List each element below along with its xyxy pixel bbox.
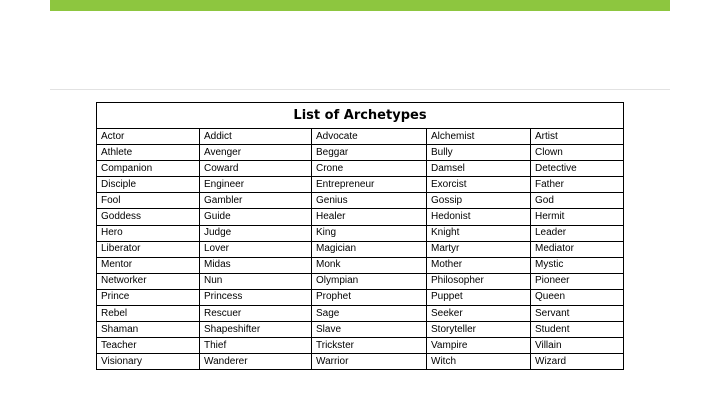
table-cell: Witch: [427, 354, 531, 370]
table-row: [97, 129, 624, 145]
table-cell: God: [531, 193, 624, 209]
table-cell: Crone: [312, 161, 427, 177]
table-row: [97, 289, 624, 305]
table-cell: Olympian: [312, 273, 427, 289]
table-cell: Beggar: [312, 145, 427, 161]
table-row: [97, 322, 624, 338]
table-cell: Avenger: [200, 145, 312, 161]
table-row: [97, 257, 624, 273]
table-cell: Clown: [531, 145, 624, 161]
table-row: [97, 306, 624, 322]
table-cell: Shapeshifter: [200, 322, 312, 338]
table-cell: Teacher: [97, 338, 200, 354]
table-cell: Mediator: [531, 241, 624, 257]
table-cell: Martyr: [427, 241, 531, 257]
table-cell: Gambler: [200, 193, 312, 209]
table-cell: Disciple: [97, 177, 200, 193]
table-cell: Guide: [200, 209, 312, 225]
table-cell: Leader: [531, 225, 624, 241]
table-cell: Pioneer: [531, 273, 624, 289]
archetypes-table-container: [96, 102, 623, 370]
table-row: [97, 161, 624, 177]
table-cell: Mentor: [97, 257, 200, 273]
table-cell: Slave: [312, 322, 427, 338]
table-cell: Rebel: [97, 306, 200, 322]
table-cell: Hero: [97, 225, 200, 241]
table-cell: Rescuer: [200, 306, 312, 322]
table-cell: Liberator: [97, 241, 200, 257]
table-cell: Companion: [97, 161, 200, 177]
table-cell: Visionary: [97, 354, 200, 370]
table-cell: Shaman: [97, 322, 200, 338]
table-cell: Damsel: [427, 161, 531, 177]
table-cell: Gossip: [427, 193, 531, 209]
table-cell: Prince: [97, 289, 200, 305]
table-cell: Queen: [531, 289, 624, 305]
table-cell: Mother: [427, 257, 531, 273]
table-cell: Princess: [200, 289, 312, 305]
accent-bar: [50, 0, 670, 11]
table-cell: Detective: [531, 161, 624, 177]
table-cell: Villain: [531, 338, 624, 354]
table-cell: Puppet: [427, 289, 531, 305]
table-cell: Nun: [200, 273, 312, 289]
table-cell: Addict: [200, 129, 312, 145]
table-cell: Wizard: [531, 354, 624, 370]
table-cell: Seeker: [427, 306, 531, 322]
table-cell: Monk: [312, 257, 427, 273]
table-cell: Father: [531, 177, 624, 193]
table-row: [97, 145, 624, 161]
table-cell: Engineer: [200, 177, 312, 193]
table-title: List of Archetypes: [97, 103, 624, 129]
table-cell: Midas: [200, 257, 312, 273]
table-cell: Bully: [427, 145, 531, 161]
table-cell: Exorcist: [427, 177, 531, 193]
table-row: [97, 241, 624, 257]
table-cell: Wanderer: [200, 354, 312, 370]
table-row: [97, 209, 624, 225]
slide-divider: [50, 89, 670, 90]
table-cell: Networker: [97, 273, 200, 289]
table-cell: Prophet: [312, 289, 427, 305]
table-cell: Genius: [312, 193, 427, 209]
table-cell: Philosopher: [427, 273, 531, 289]
table-cell: Thief: [200, 338, 312, 354]
table-cell: Alchemist: [427, 129, 531, 145]
table-row: [97, 273, 624, 289]
table-cell: Warrior: [312, 354, 427, 370]
table-cell: Fool: [97, 193, 200, 209]
table-cell: King: [312, 225, 427, 241]
table-cell: Magician: [312, 241, 427, 257]
table-cell: Entrepreneur: [312, 177, 427, 193]
table-row: [97, 225, 624, 241]
table-cell: Athlete: [97, 145, 200, 161]
table-cell: Hedonist: [427, 209, 531, 225]
table-cell: Actor: [97, 129, 200, 145]
table-cell: Coward: [200, 161, 312, 177]
table-row: [97, 177, 624, 193]
table-header-row: [97, 103, 624, 129]
table-cell: Lover: [200, 241, 312, 257]
table-cell: Storyteller: [427, 322, 531, 338]
table-cell: Artist: [531, 129, 624, 145]
table-cell: Goddess: [97, 209, 200, 225]
table-cell: Student: [531, 322, 624, 338]
table-row: [97, 193, 624, 209]
table-cell: Judge: [200, 225, 312, 241]
table-row: [97, 338, 624, 354]
table-row: [97, 354, 624, 370]
table-cell: Vampire: [427, 338, 531, 354]
archetypes-table: [96, 102, 624, 370]
table-cell: Advocate: [312, 129, 427, 145]
table-cell: Hermit: [531, 209, 624, 225]
table-body: [97, 129, 624, 370]
table-cell: Healer: [312, 209, 427, 225]
table-cell: Knight: [427, 225, 531, 241]
table-cell: Trickster: [312, 338, 427, 354]
table-cell: Servant: [531, 306, 624, 322]
table-cell: Sage: [312, 306, 427, 322]
table-cell: Mystic: [531, 257, 624, 273]
